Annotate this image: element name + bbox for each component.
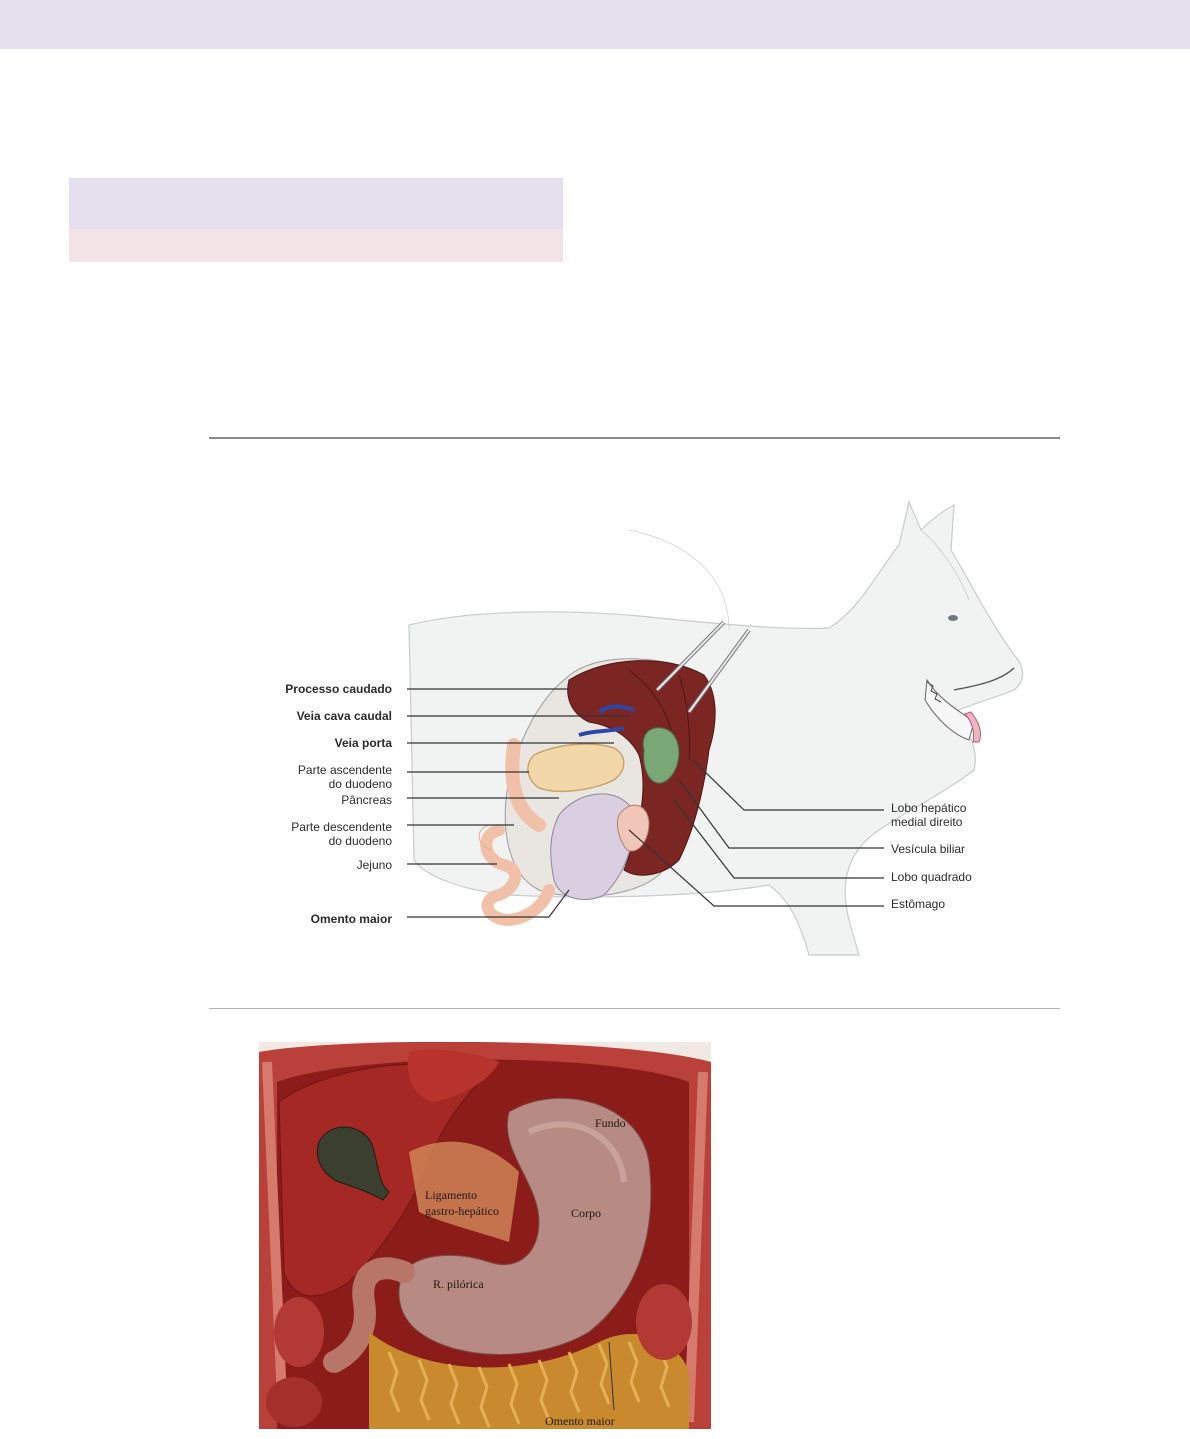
label-fundo: Fundo	[595, 1116, 626, 1130]
label-parte-descendente: Parte descendente	[291, 820, 392, 834]
label-jejuno: Jejuno	[356, 858, 392, 872]
label-veia-cava-caudal: Veia cava caudal	[296, 709, 392, 723]
label-pancreas: Pâncreas	[341, 793, 392, 807]
label-parte-ascendente: Parte ascendente	[297, 763, 392, 777]
label-r-pilorica: R. pilórica	[433, 1277, 484, 1291]
subtitle-box	[69, 229, 563, 262]
label-do-duodeno-2: do duodeno	[328, 834, 392, 848]
header-band	[0, 0, 1190, 49]
label-ligamento: Ligamento	[425, 1188, 477, 1202]
dog-anatomy-figure	[209, 450, 1060, 990]
stomach-illustration	[259, 1042, 711, 1429]
label-estomago: Estômago	[891, 897, 946, 911]
label-lobo-hepatico: Lobo hepático	[891, 801, 967, 815]
label-do-duodeno-1: do duodeno	[328, 777, 392, 791]
label-lobo-quadrado: Lobo quadrado	[891, 870, 972, 884]
label-omento-maior-photo: Omento maior	[545, 1414, 615, 1428]
stomach-anatomy-figure	[259, 1042, 711, 1429]
label-processo-caudado: Processo caudado	[285, 682, 392, 696]
label-gastro-hepatico: gastro-hepático	[425, 1204, 499, 1218]
figure-divider-rule	[209, 1008, 1060, 1009]
label-veia-porta: Veia porta	[334, 736, 392, 750]
figure-top-rule	[209, 437, 1060, 439]
title-box	[69, 178, 563, 229]
label-corpo: Corpo	[571, 1206, 601, 1220]
label-medial-direito: medial direito	[891, 815, 963, 829]
label-omento-maior: Omento maior	[310, 912, 392, 926]
label-vesicula-biliar: Vesícula biliar	[891, 842, 966, 856]
